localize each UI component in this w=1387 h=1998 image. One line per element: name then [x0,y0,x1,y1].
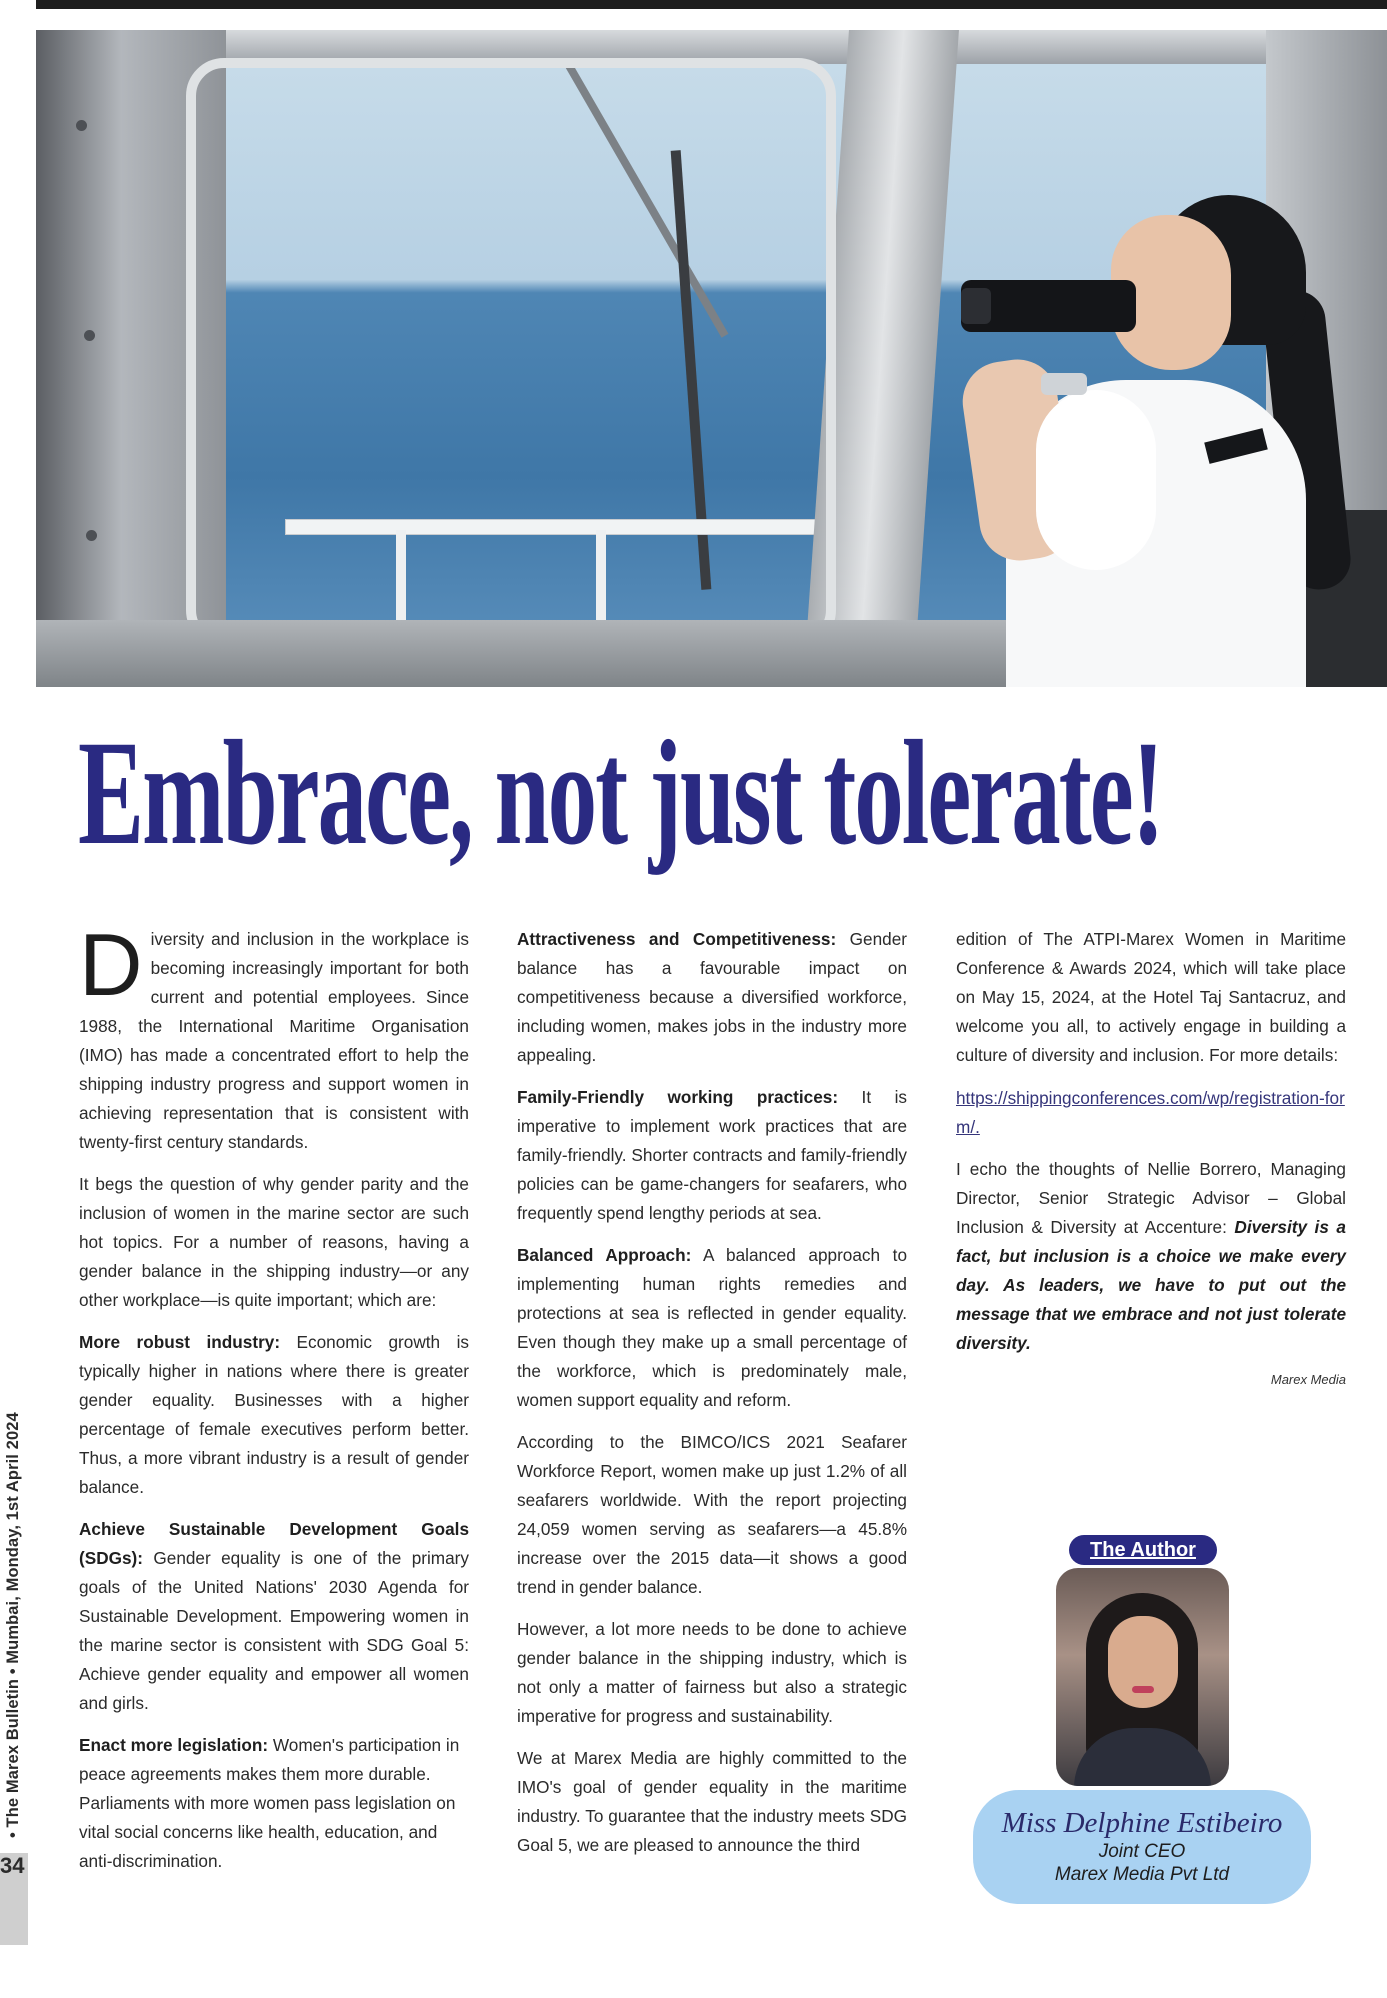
bolt [86,530,97,541]
author-face [1108,1616,1178,1708]
author-label: The Author [1069,1535,1217,1565]
article-column-3 [956,925,1346,1389]
paragraph-robust-industry [79,1328,469,1502]
headline: Embrace, not just tolerate! [78,710,1163,876]
author-card [973,1790,1311,1904]
page-number: 34 [0,1853,25,1878]
body-text: I echo the thoughts of Nellie Borrero, Managing Director, Senior Strategic Advisor – Global Inclusion & Diversity at Accenture: [956,1159,1346,1237]
paragraph-family-friendly [517,1083,907,1228]
paragraph: We at Marex Media are highly committed to the IMO's goal of gender equality in the maritime industry. To guarantee that the industry meets SDG Goal 5, we are pleased to announce the third [517,1748,907,1855]
paragraph: edition of The ATPI-Marex Women in Maritime Conference & Awards 2024, which will take place on May 15, 2024, at the Hotel Taj Santacruz, and welcome you all, to actively engage in building a culture of diversity and inclusion. For more details: [956,929,1346,1065]
intro-text: iversity and inclusion in the workplace is becoming increasingly important for both current and potential employees. Since 1988, the International Maritime Organisation (IMO) has made a concentrated effort to help the shipping industry progress and support women in achieving representation that is consistent with twenty-first century standards. [79,929,469,1152]
subhead: Enact more legislation: [79,1735,269,1755]
body-text: It is imperative to implement work practices that are family-friendly. Shorter contracts and family-friendly policies can be game-changers for seafarers, who frequently spend lengthy periods at sea. [517,1087,907,1223]
bolt [76,120,87,131]
subhead: More robust industry: [79,1332,281,1352]
registration-link[interactable]: https://shippingconferences.com/wp/registration-form/. [956,1088,1345,1137]
wristwatch [1041,373,1087,395]
article-column-2 [517,925,907,1873]
author-photo [1056,1568,1229,1786]
body-text: A balanced approach to implementing human rights remedies and protections at sea is reflected in gender equality. Even though they make up a small percentage of the workforce, which is predominately male, women support equality and reform. [517,1245,907,1410]
paragraph: However, a lot more needs to be done to achieve gender balance in the shipping industry, which is not only a matter of fairness but also a strategic imperative for progress and sustainability. [517,1619,907,1726]
running-head: • The Marex Bulletin • Mumbai, Monday, 1st April 2024 [4,1412,22,1838]
paragraph-balanced-approach [517,1241,907,1415]
intro-paragraph [79,915,469,1157]
body-text: Economic growth is typically higher in nations where there is greater gender equality. Businesses with a higher percentage of female executives perform better. Thus, a more vibrant industry is a result of gender balance. [79,1332,469,1497]
author-name: Miss Delphine Estibeiro [1001,1807,1283,1839]
quote-paragraph [956,1155,1346,1358]
registration-link-paragraph [956,1084,1346,1142]
paragraph-attractiveness [517,925,907,1070]
bolt [84,330,95,341]
subhead: Attractiveness and Competitiveness: [517,929,837,949]
credit: Marex Media [1270,1372,1346,1387]
body-text: Women's participation in peace agreements makes them more durable. Parliaments with more women pass legislation on vital social concerns like health, education, and anti-discrimination. [79,1735,460,1871]
hero-photo-officer-with-binoculars [36,30,1387,687]
paragraph-sdgs [79,1515,469,1718]
paragraph-legislation [79,1731,469,1876]
pull-quote: Diversity is a fact, but inclusion is a choice we make every day. As leaders, we have to put out the message that we embrace and not just tolerate diversity. [956,1217,1346,1353]
drop-cap: D [79,915,143,1014]
body-text: Gender equality is one of the primary goals of the United Nations' 2030 Agenda for Sustainable Development. Empowering women in the marine sector is consistent with SDG Goal 5: Achieve gender equality and empower all women and girls. [79,1548,469,1713]
author-role: Joint CEO [1098,1841,1186,1862]
author-lips [1132,1686,1154,1693]
body-text: Gender balance has a favourable impact on competitiveness because a diversified workforce, including women, makes jobs in the industry more appealing. [517,929,907,1065]
subhead: Family-Friendly working practices: [517,1087,839,1107]
paragraph: It begs the question of why gender parity and the inclusion of women in the marine sector are such hot topics. For a number of reasons, having a gender balance in the shipping industry—or any other workplace—is quite important; which are: [79,1174,469,1310]
top-rule [36,0,1387,9]
paragraph: According to the BIMCO/ICS 2021 Seafarer Workforce Report, women make up just 1.2% of all seafarers worldwide. With the report projecting 24,059 women serving as seafarers—a 45.8% increase over the 2015 data—it shows a good trend in gender balance. [517,1432,907,1597]
subhead: Balanced Approach: [517,1245,692,1265]
window-border [186,58,836,648]
officer-sleeve [1036,390,1156,570]
binoculars [961,280,1136,332]
author-company: Marex Media Pvt Ltd [1054,1864,1230,1885]
article-column-1 [79,915,469,1889]
subhead: Achieve Sustainable Development Goals (SDGs): [79,1519,469,1568]
